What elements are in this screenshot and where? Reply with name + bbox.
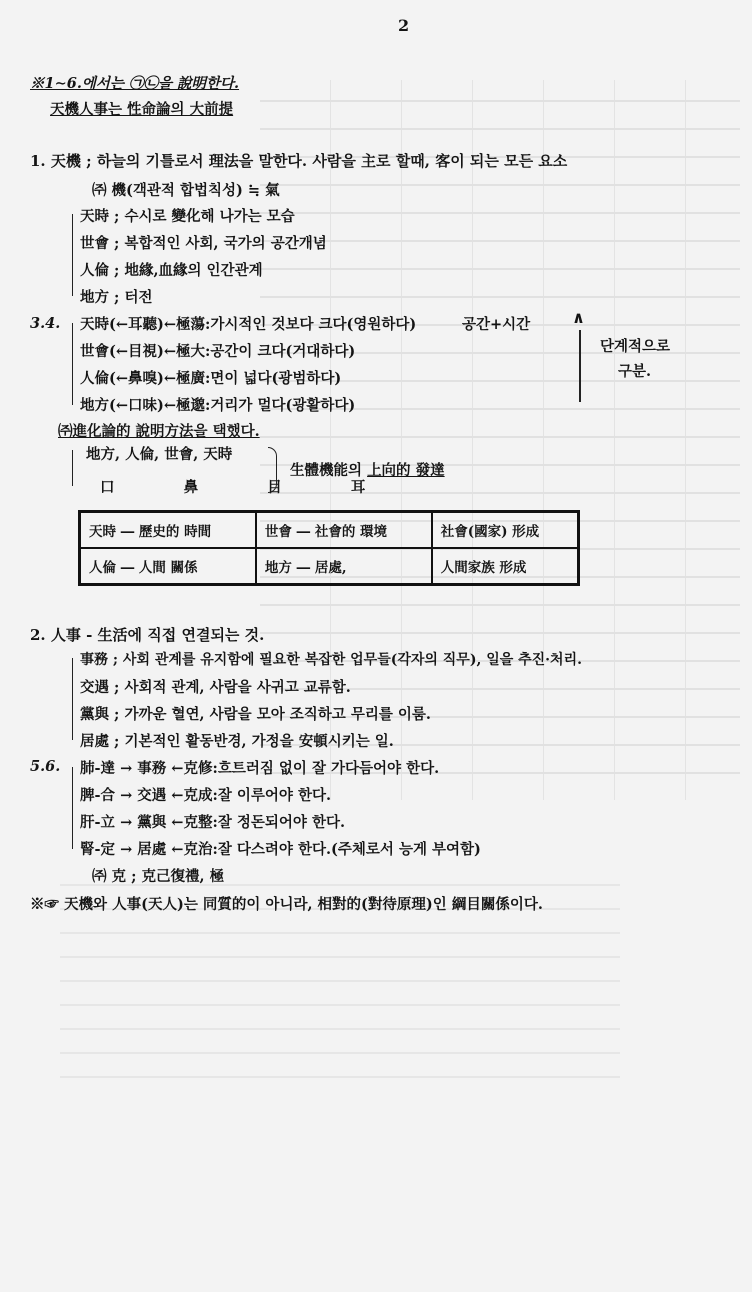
premise-text: 天機人事는 性命論의 大前提: [50, 101, 234, 118]
section34-item: 世會(←目視)←極大:공간이 크다(거대하다): [80, 343, 356, 360]
section56-note: ㈜ 克 ; 克己復禮, 極: [92, 868, 225, 885]
table-row: [80, 512, 579, 549]
table-cell: 世會 ― 社會的 環境: [256, 512, 432, 549]
section1-item: 天時 ; 수시로 變化해 나가는 모습: [80, 208, 295, 225]
group-top: 地方, 人倫, 世會, 天時: [86, 446, 233, 463]
section34-bracket: [72, 323, 73, 405]
stage-arrow-line: [579, 330, 581, 402]
table-cell: 天時 ― 歷史的 時間: [80, 512, 256, 549]
space-time-note: 공간+시간: [462, 316, 531, 333]
up-caret-icon: ∧: [572, 308, 585, 327]
table-cell: 人間家族 形成: [432, 548, 579, 585]
section1-note: ㈜ 機(객관적 합법칙성) ≒ 氣: [92, 182, 280, 199]
section2-item: 交遇 ; 사회적 관계, 사람을 사귀고 교류함.: [80, 679, 351, 696]
section1-item: 世會 ; 복합적인 사회, 국가의 공간개념: [80, 235, 327, 252]
group-label-emph: 上向的 發達: [367, 462, 445, 479]
group-brace: [268, 447, 277, 493]
section56-item: 脾-合 → 交遇 ←克成:잘 이루어야 한다.: [80, 787, 332, 804]
section1-item: 人倫 ; 地緣,血緣의 인간관계: [80, 262, 263, 279]
section56-item: 肝-立 → 黨與 ←克整:잘 정돈되어야 한다.: [80, 814, 346, 831]
section56-item: 肺-達 → 事務 ←克修:흐트러짐 없이 잘 가다듬어야 한다.: [80, 760, 440, 777]
page-number: 2: [398, 16, 410, 35]
header-note: ※1∼6.에서는 ㉠㉡을 說明한다.: [30, 75, 240, 92]
section2-bracket: [72, 658, 73, 740]
method-note: ㈜進化論的 說明方法을 택했다.: [58, 423, 260, 440]
table-cell: 人倫 ― 人間 關係: [80, 548, 256, 585]
section56-item: 腎-定 → 居處 ←克治:잘 다스려야 한다.(주체로서 능게 부여함): [80, 841, 481, 858]
group-bracket: [72, 450, 73, 486]
section56-label: 5.6.: [30, 758, 61, 775]
section1-bracket: [72, 214, 73, 296]
section34-item: 天時(←耳聽)←極蕩:가시적인 것보다 크다(영원하다): [80, 316, 417, 333]
stage-text: 구분.: [618, 363, 652, 380]
group-label: [290, 459, 445, 480]
section2-heading: 2. 人事 - 生活에 직접 연결되는 것.: [30, 626, 265, 644]
table-cell: 社會(國家) 形成: [432, 512, 579, 549]
section2-item: 黨與 ; 가까운 혈연, 사람을 모아 조직하고 무리를 이룸.: [80, 706, 431, 723]
section34-item: 人倫(←鼻嗅)←極廣:면이 넓다(광범하다): [80, 370, 342, 387]
stage-text: 단계적으로: [600, 338, 671, 355]
footer-note: ※☞ 天機와 人事(天人)는 同質的이 아니라, 相對的(對待原理)인 綱目關係이다.: [30, 896, 543, 913]
section34-label: 3.4.: [30, 315, 61, 332]
group-bottom: 口 鼻 目 耳: [100, 479, 366, 496]
table-cell: 地方 ― 居處,: [256, 548, 432, 585]
section1-heading: 1. 天機 ; 하늘의 기틀로서 理法을 말한다. 사람을 主로 할때, 客이 되는 모든 요소: [30, 152, 568, 170]
section34-item: 地方(←口味)←極邈:거리가 멀다(광활하다): [80, 397, 356, 414]
section56-bracket: [72, 767, 73, 849]
group-label-prefix: 生體機能의: [290, 462, 368, 479]
section2-item: 事務 ; 사회 관계를 유지함에 필요한 복잡한 업무들(각자의 직무), 일을 추진·처리.: [80, 652, 582, 668]
table-row: [80, 548, 579, 585]
section2-item: 居處 ; 기본적인 활동반경, 가정을 安頓시키는 일.: [80, 733, 394, 750]
section1-item: 地方 ; 터전: [80, 289, 153, 306]
summary-table: [78, 510, 580, 586]
